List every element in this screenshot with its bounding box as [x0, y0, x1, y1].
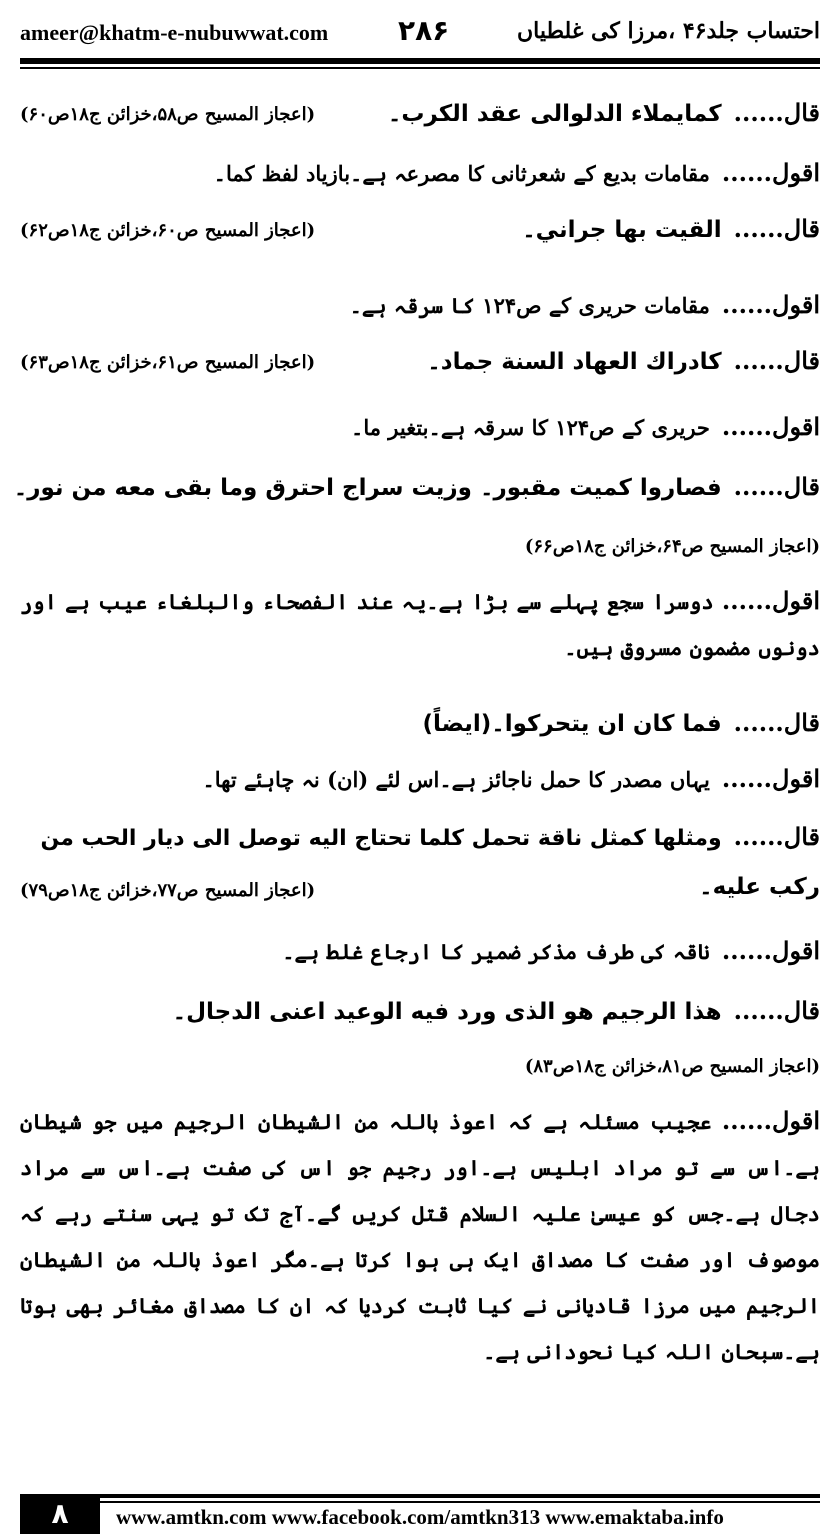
entry-text: حریری کے ص۱۲۴ کا سرقہ ہے۔بتغیر ما۔ [351, 415, 710, 440]
entry-label: قال...... [733, 98, 820, 127]
entry-aqool [20, 936, 820, 978]
footer-urls[interactable]: www.amtkn.com www.facebook.com/amtkn313 www.emaktaba.info [116, 1505, 724, 1529]
entry-continuation [20, 874, 820, 916]
header-email[interactable]: ameer@khatm-e-nubuwwat.com [20, 20, 329, 45]
entry-aqool [20, 764, 820, 806]
entry-label: قال...... [733, 346, 820, 375]
entry-label: اقول...... [721, 158, 820, 187]
entry-reference: (اعجاز المسیح ص۸۱،خزائن ج۱۸ص۸۳) [524, 1056, 820, 1077]
header-rule [20, 58, 820, 64]
footer-rule [100, 1494, 820, 1498]
entry-text: هذا الرجيم هو الذى ورد فيه الوعيد اعنى الدجال۔ [172, 999, 722, 1025]
entry-label: اقول...... [721, 936, 820, 965]
entry-label: اقول...... [721, 412, 820, 441]
page-header [20, 14, 820, 54]
entry-text: كادراك العهاد السنة جماد۔ [427, 349, 722, 375]
entry-aqool [20, 412, 820, 454]
entry-label: قال...... [733, 472, 820, 501]
entry-reference: (اعجاز المسیح ص۶۴،خزائن ج۱۸ص۶۶) [524, 536, 820, 557]
header-page-number: ۲۸۶ [398, 14, 450, 47]
page-footer [20, 1494, 820, 1534]
entry-qaal [20, 346, 820, 388]
entry-aqool [20, 290, 820, 332]
entry-label: اقول...... [721, 764, 820, 793]
entry-text-continued: ركب عليه۔ [699, 874, 820, 900]
entry-label: اقول...... [721, 586, 820, 615]
entry-label: قال...... [733, 822, 820, 851]
entry-label: قال...... [733, 214, 820, 243]
entry-text: فما كان ان يتحركوا۔(ایضاً) [422, 711, 722, 737]
entry-text: دوسرا سجع پہلے سے بڑا ہے۔یہ عند الفصحاء والبلغاء عیب ہے اور دونوں مضمون مسروق ہیں۔ [20, 589, 820, 660]
footer-page-number: ۸ [20, 1494, 100, 1534]
entry-text: مقامات حریری کے ص۱۲۴ کا سرقہ ہے۔ [349, 293, 710, 318]
entry-text: القيت بها جراني۔ [522, 217, 722, 243]
entry-reference: (اعجاز المسیح ص۷۷،خزائن ج۱۸ص۷۹) [20, 880, 316, 901]
entry-qaal [13, 472, 820, 514]
entry-reference-line [20, 530, 820, 572]
entry-text: ومثلها كمثل ناقة تحمل كلما تحتاج اليه توصل الى ديار الحب من [40, 826, 722, 851]
entry-label: اقول...... [721, 290, 820, 319]
entry-reference: (اعجاز المسیح ص۶۰،خزائن ج۱۸ص۶۲) [20, 220, 316, 241]
entry-label: قال...... [733, 996, 820, 1025]
entry-text: عجیب مسئلہ ہے کہ اعوذ باللہ من الشیطان الرجیم میں جو شیطان ہے۔اس سے تو مراد ابلیس ہے۔اور رجیم جو اس کی صفت ہے۔اس سے مراد دجال ہے۔جس کو عیسیٰ علیہ السلام قتل کریں گے۔آج تک تو یہی سنتے رہے کہ موصوف اور صفت کا مصداق ایک ہی ہوا کرتا ہے۔مگر اعوذ باللہ من الشیطان الرجیم میں مرزا قادیانی نے کیا ثابت کردیا کہ ان کا مصداق مغائر بھی ہوتا ہے۔سبحان اللہ کیا نحودانی ہے۔ [20, 1109, 820, 1364]
header-title: احتساب جلد۴۶ ،مرزا کی غلطیاں [516, 18, 820, 44]
entry-qaal [20, 214, 820, 256]
entry-reference: (اعجاز المسیح ص۵۸،خزائن ج۱۸ص۶۰) [20, 104, 316, 125]
footer-rule-thin [100, 1501, 820, 1503]
entry-text: فصاروا كميت مقبور۔ وزيت سراج احترق وما بقى معه من نور۔ [13, 475, 722, 501]
entry-label: قال...... [733, 708, 820, 737]
entry-reference: (اعجاز المسیح ص۶۱،خزائن ج۱۸ص۶۳) [20, 352, 316, 373]
entry-aqool [20, 578, 820, 671]
entry-qaal [20, 822, 820, 864]
entry-qaal [20, 708, 820, 750]
entry-text: ناقہ کی طرف مذکر ضمیر کا ارجاع غلط ہے۔ [282, 939, 710, 964]
entry-text: كمايملاء الدلوالى عقد الكرب۔ [387, 101, 722, 127]
header-rule-thin [20, 67, 820, 69]
entry-reference-line [20, 1050, 820, 1092]
entry-text: مقامات بدیع کے شعرثانی کا مصرعہ ہے۔بازیاد لفظ كما۔ [213, 161, 710, 186]
entry-aqool [20, 158, 820, 200]
entry-qaal [20, 996, 820, 1038]
entry-label: اقول...... [721, 1106, 820, 1135]
entry-text: یہاں مصدر کا حمل ناجائز ہے۔اس لئے (ان) نہ چاہئے تھا۔ [202, 767, 710, 792]
entry-qaal [20, 98, 820, 140]
entry-aqool [20, 1098, 820, 1375]
